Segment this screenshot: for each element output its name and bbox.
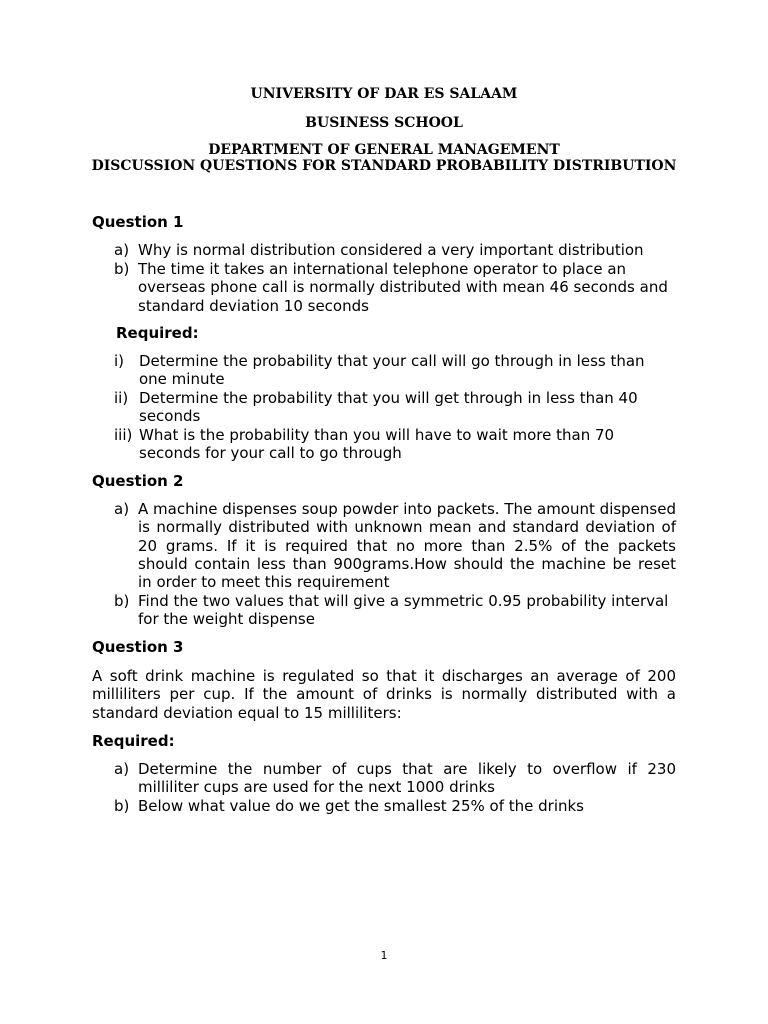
q2-item-a-text: A machine dispenses soup powder into packets. The amount dispensed is normally distributed with unknown mean and standard deviation of 20 grams. If it is required that no more than 2.5% of the packets should contain less than 900grams.How should the machine be reset in order to meet this requirement xyxy=(138,500,676,592)
q3-item-b-label: b) xyxy=(114,797,130,815)
q1-item-a-text: Why is normal distribution considered a very important distribution xyxy=(138,241,644,259)
q3-item-a-text: Determine the number of cups that are likely to overflow if 230 milliliter cups are used for the next 1000 drinks xyxy=(138,760,676,797)
q1-subitem-ii xyxy=(114,389,676,426)
question-1-heading: Question 1 xyxy=(92,213,184,231)
q2-item-b-label: b) xyxy=(114,592,130,610)
q1-item-a-label: a) xyxy=(114,241,130,259)
q1-required-heading: Required: xyxy=(116,324,199,342)
q1-subitem-i-label: i) xyxy=(114,352,125,370)
q1-item-a xyxy=(114,241,676,259)
q1-subitem-iii-label: iii) xyxy=(114,426,133,444)
q1-subitem-iii xyxy=(114,426,676,463)
q2-item-a xyxy=(114,500,676,591)
q3-item-b xyxy=(114,797,676,815)
university-title: UNIVERSITY OF DAR ES SALAAM xyxy=(250,86,518,102)
q2-item-b xyxy=(114,592,676,629)
q3-intro-paragraph: A soft drink machine is regulated so that it discharges an average of 200 milliliters per cup. If the amount of drinks is normally distributed with a standard deviation equal to 15 milliliters: xyxy=(92,667,676,722)
q1-item-b xyxy=(114,260,676,315)
q1-subitem-ii-label: ii) xyxy=(114,389,129,407)
q2-item-b-text: Find the two values that will give a symmetric 0.95 probability interval for the weight dispense xyxy=(138,592,669,629)
q3-required-heading: Required: xyxy=(92,732,175,750)
document-subtitle: DISCUSSION QUESTIONS FOR STANDARD PROBABILITY DISTRIBUTION xyxy=(91,158,677,174)
question-2-heading: Question 2 xyxy=(92,472,184,490)
page-number: 1 xyxy=(380,949,388,962)
q1-subitem-i xyxy=(114,352,676,389)
q1-item-b-label: b) xyxy=(114,260,130,278)
q1-subitem-ii-text: Determine the probability that you will get through in less than 40 seconds xyxy=(139,389,638,426)
q3-item-a-label: a) xyxy=(114,760,130,778)
q2-item-a-label: a) xyxy=(114,500,130,518)
department-title: DEPARTMENT OF GENERAL MANAGEMENT xyxy=(208,142,560,158)
q1-item-b-text: The time it takes an international telephone operator to place an overseas phone call is normally distributed with mean 46 seconds and standard deviation 10 seconds xyxy=(138,260,668,315)
q3-item-b-text: Below what value do we get the smallest 25% of the drinks xyxy=(138,797,585,815)
school-title: BUSINESS SCHOOL xyxy=(305,115,463,131)
q1-subitem-i-text: Determine the probability that your call will go through in less than one minute xyxy=(139,352,645,389)
q1-subitem-iii-text: What is the probability than you will have to wait more than 70 seconds for your call to go through xyxy=(139,426,615,463)
q3-item-a xyxy=(114,760,676,797)
question-3-heading: Question 3 xyxy=(92,638,184,656)
